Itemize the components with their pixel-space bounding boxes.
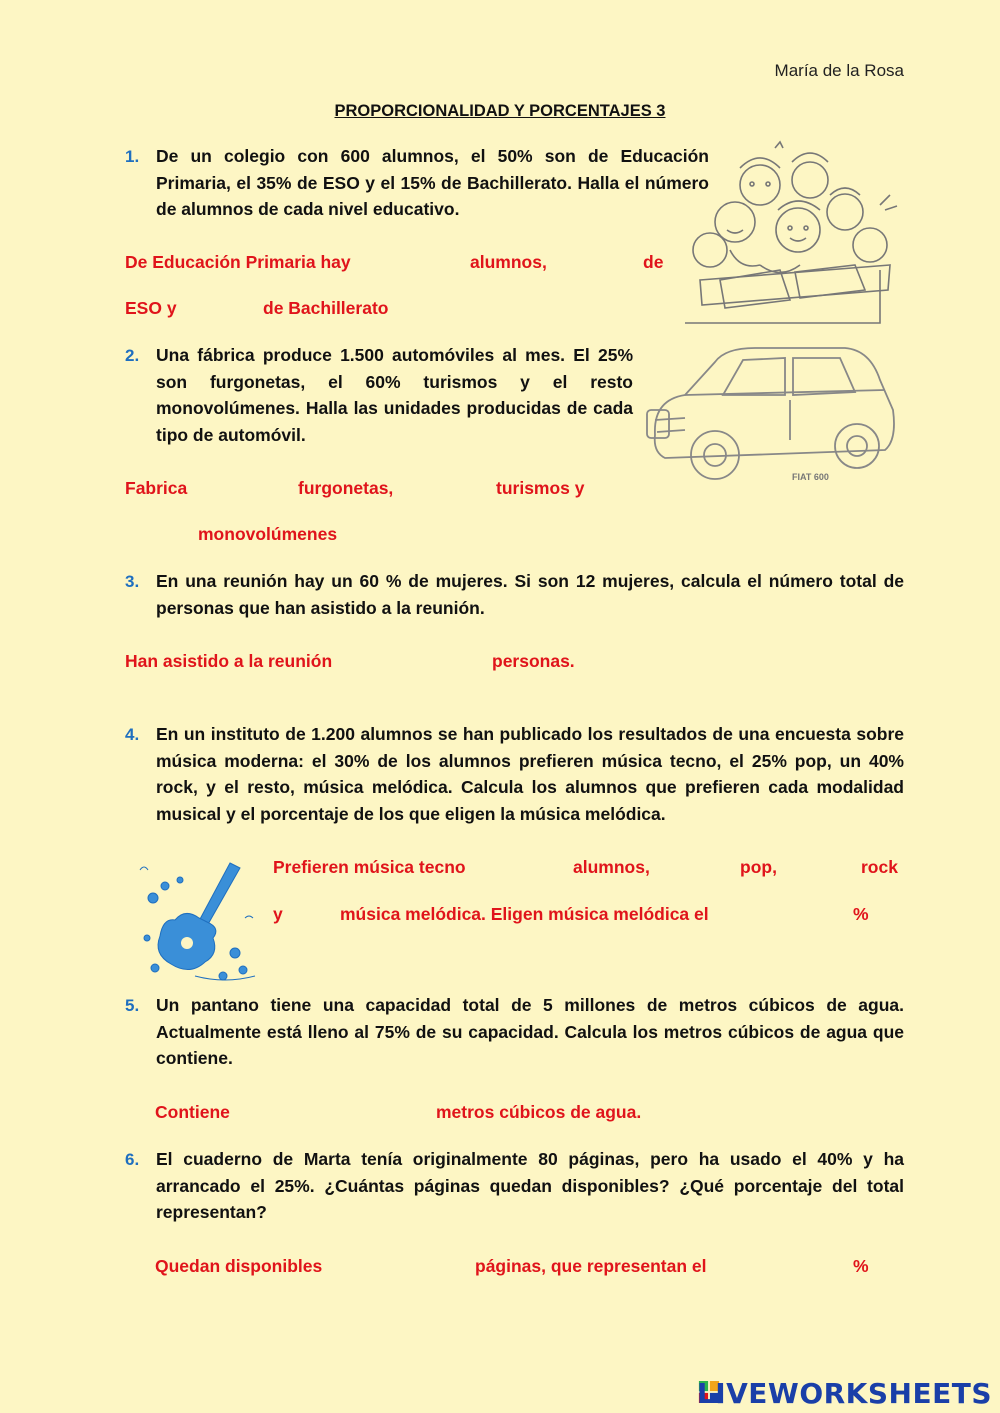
answer-text: alumnos, — [470, 252, 547, 272]
answer-text: rock — [861, 857, 898, 877]
answer-text: alumnos, — [573, 857, 650, 877]
page-title: PROPORCIONALIDAD Y PORCENTAJES 3 — [334, 102, 666, 120]
answer-text: % — [853, 1256, 869, 1276]
answer-text: Han asistido a la reunión — [125, 651, 333, 671]
image-caption: FIAT 600 — [792, 472, 829, 482]
answer-text: turismos y — [496, 478, 585, 498]
answer-text: de Bachillerato — [263, 298, 389, 318]
answer-text: páginas, que representan el — [475, 1256, 707, 1276]
answer-text: Prefieren música tecno — [273, 857, 466, 877]
answer-text: ESO y — [125, 298, 177, 318]
problem-text: De un colegio con 600 alumnos, el 50% son de Educación Primaria, el 35% de ESO y el 15% de Bachillerato. Halla el número de alumnos de cada nivel educativo. — [156, 146, 709, 219]
problem-number: 5. — [125, 996, 140, 1015]
answer-text: Fabrica — [125, 478, 188, 498]
problem-text: Una fábrica produce 1.500 automóviles al mes. El 25% son furgonetas, el 60% turismos y el resto monovolúmenes. Halla las unidades producidas de cada tipo de automóvil. — [156, 345, 633, 445]
problem-text: En una reunión hay un 60 % de mujeres. Si son 12 mujeres, calcula el número total de personas que han asistido a la reunión. — [156, 571, 904, 618]
children-reading-illustration — [680, 140, 908, 326]
answer-text: pop, — [740, 857, 777, 877]
brand-name: LIVEWORKSHEETS — [696, 1377, 992, 1410]
problem-number: 3. — [125, 572, 140, 591]
answer-text: y — [273, 904, 283, 924]
problem-number: 4. — [125, 725, 140, 744]
problem-number: 2. — [125, 346, 140, 365]
car-illustration — [645, 340, 900, 490]
answer-text: de — [643, 252, 664, 272]
answer-text: % — [853, 904, 869, 924]
answer-text: personas. — [492, 651, 575, 671]
problem-text: Un pantano tiene una capacidad total de 5 millones de metros cúbicos de agua. Actualmente está lleno al 75% de su capacidad. Calcula los metros cúbicos de agua que contiene. — [156, 995, 904, 1068]
answer-text: Contiene — [155, 1102, 230, 1122]
answer-text: monovolúmenes — [198, 524, 338, 544]
problem-text: En un instituto de 1.200 alumnos se han publicado los resultados de una encuesta sobre música moderna: el 30% de los alumnos prefieren música tecno, el 25% pop, un 40% rock, y el resto, música melódica. Calcula los alumnos que prefieren cada modalidad musical y el porcentaje de los que eligen la música melódica. — [156, 724, 904, 824]
answer-text: Quedan disponibles — [155, 1256, 323, 1276]
guitar-illustration — [135, 858, 260, 988]
answer-text: metros cúbicos de agua. — [436, 1102, 642, 1122]
author-name: María de la Rosa — [774, 61, 904, 80]
answer-text: música melódica. Eligen música melódica el — [340, 904, 709, 924]
problem-number: 1. — [125, 147, 140, 166]
answer-text: De Educación Primaria hay — [125, 252, 351, 272]
problem-number: 6. — [125, 1150, 140, 1169]
problem-text: El cuaderno de Marta tenía originalmente 80 páginas, pero ha usado el 40% y ha arrancado el 25%. ¿Cuántas páginas quedan disponibles? ¿Qué porcentaje del total representan? — [156, 1149, 904, 1222]
answer-text: furgonetas, — [298, 478, 394, 498]
